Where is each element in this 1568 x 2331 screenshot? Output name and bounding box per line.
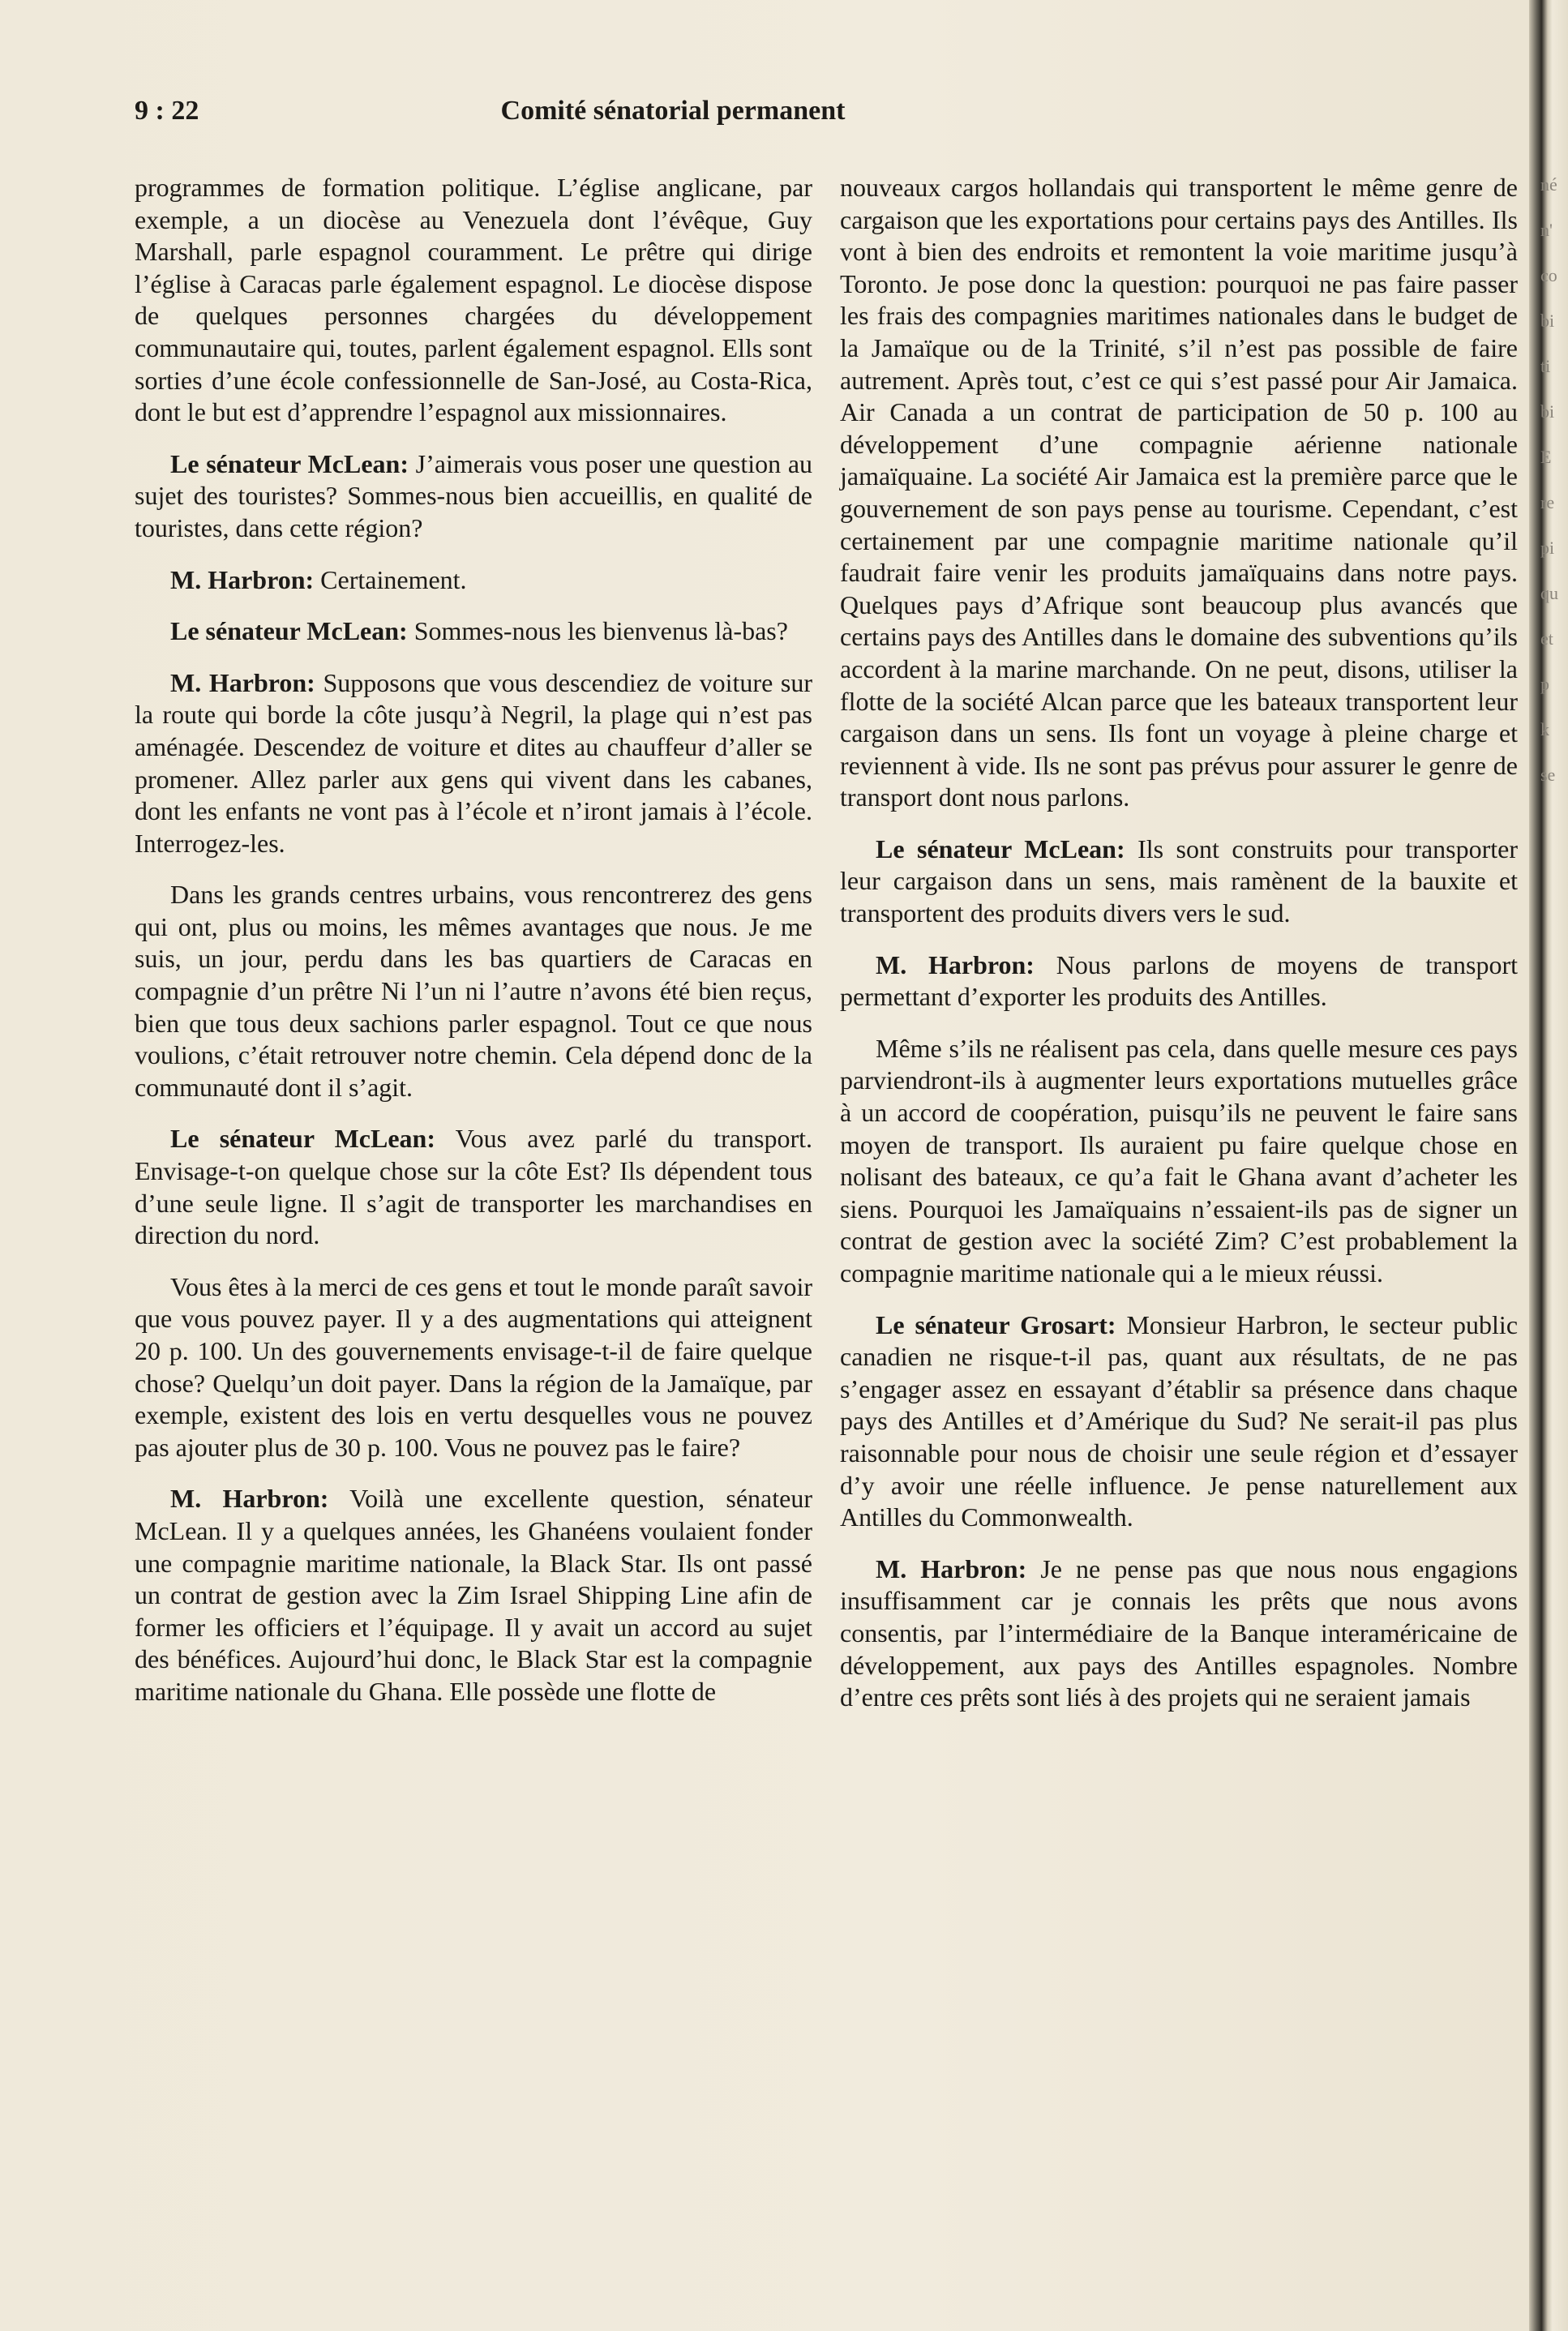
gutter-fragment: bi — [1540, 401, 1555, 422]
paragraph-text: Monsieur Harbron, le secteur public canadien ne risque-t-il pas, quant aux résultats, de ne pas s’engager assez en essayant d’établir sa présence dans chaque pays des Antilles et d’Amérique du Sud? Ne serait-il pas plus raisonnable pour nous de choisir une seule région et d’essayer d’y avoir une réelle influence. Je pense naturellement aux Antilles du Commonwealth. — [840, 1309, 1519, 1532]
paragraph-text: Vous êtes à la merci de ces gens et tout le monde paraît savoir que vous pouvez payer. Il y a des augmentations qui atteignent 20 p. 100. Un des gouvernements envisage-t-il de faire quelque chose? Quelqu’un doit payer. Dans la région de la Jamaïque, par exemple, existent des lois en vertu desquelles vous ne pouvez pas ajouter plus de 30 p. 100. Vous ne pouvez pas le faire? — [135, 1271, 812, 1462]
speech-paragraph — [135, 615, 812, 648]
speaker-name: Le sénateur McLean: — [876, 833, 1125, 863]
page-header — [135, 96, 1033, 136]
speaker-name: M. Harbron: — [170, 1484, 329, 1514]
paragraph — [135, 879, 812, 1103]
speech-paragraph — [840, 949, 1518, 1013]
paragraph-text: Supposons que vous descendiez de voiture sur la route qui borde la côte jusqu’à Negril, la plage qui n’est pas aménagée. Descendez de voiture et dites au chauffeur d’aller se promener. Allez parler aux gens qui vivent dans les cabanes, dont les enfants ne vont pas à l’école et n’iront jamais à l’école. Interrogez-les. — [135, 667, 813, 858]
speaker-name: M. Harbron: — [170, 564, 315, 594]
gutter-fragment: n' — [1540, 220, 1553, 240]
gutter-fragment: né — [1540, 174, 1557, 195]
speech-paragraph — [135, 448, 812, 545]
running-title: Comité sénatorial permanent — [500, 96, 846, 126]
gutter-fragment: re — [1540, 492, 1555, 512]
speaker-name: M. Harbron: — [876, 1553, 1027, 1583]
speaker-name: M. Harbron: — [876, 949, 1035, 979]
gutter-fragment: p — [1540, 674, 1549, 694]
gutter-fragment: pi — [1540, 538, 1555, 558]
paragraph-text: nouveaux cargos hollandais qui transportent le même genre de cargaison que les exportations pour certains pays des Antilles. Ils vont à bien des endroits et remontent la voie maritime jusqu’à Toronto. Je pose donc la question: pourquoi ne pas faire passer les frais des compagnies maritimes nationales dans le budget de la Jamaïque ou de la Trinité, s’il n’est pas possible de faire autrement. Après tout, c’est ce qui s’est passé pour Air Jamaica. Air Canada a un contrat de participation de 50 p. 100 au développement d’une compagnie aérienne nationale jamaïquaine. La société Air Jamaica est la première parce que le gouvernement de son pays pense au tourisme. Cependant, c’est certainement par une compagnie maritime nationale qu’il faudrait faire venir les produits jamaïquains dans notre pays. Quelques pays d’Afrique sont beaucoup plus avancés que certains pays des Antilles dans le domaine des subventions qu’ils accordent à la marine marchande. On ne peut, disons, utiliser la flotte de la société Alcan parce que les bateaux transportent leur cargaison dans un sens. Ils font un voyage à pleine charge et reviennent à vide. Ils ne sont pas prévus pour assurer le genre de transport dont nous parlons. — [840, 173, 1518, 812]
paragraph — [135, 172, 812, 429]
gutter-fragment: k — [1540, 719, 1549, 739]
speech-paragraph — [135, 667, 812, 860]
speaker-name: Le sénateur McLean: — [170, 616, 408, 646]
paragraph-text: Vous avez parlé du transport. Envisage-t-on quelque chose sur la côte Est? Ils dépendent tous d’une seule ligne. Il s’agit de transporter les marchandises en direction du nord. — [135, 1124, 813, 1250]
speaker-name: M. Harbron: — [170, 667, 315, 697]
page-number: 9 : 22 — [135, 96, 199, 126]
right-column — [840, 172, 1518, 1733]
speech-paragraph — [840, 1553, 1518, 1714]
left-column — [135, 172, 812, 1728]
speech-paragraph — [135, 1123, 812, 1251]
speaker-name: Le sénateur Grosart: — [876, 1309, 1116, 1339]
paragraph-text: Je ne pense pas que nous nous engagions insuffisamment car je connais les prêts que nous avons consentis, par l’intermédiaire de la Banque interaméricaine de développement, aux pays des Antilles espagnoles. Nombre d’entre ces prêts sont liés à des projets qui ne seraient jamais — [840, 1553, 1519, 1712]
paragraph-text: Certainement. — [320, 564, 467, 594]
paragraph — [840, 172, 1518, 814]
speech-paragraph — [840, 1309, 1518, 1534]
paragraph-text: Voilà une excellente question, sénateur McLean. Il y a quelques années, les Ghanéens voulaient fonder une compagnie maritime nationale, la Black Star. Ils ont passé un contrat de gestion avec la Zim Israel Shipping Line afin de former les officiers et l’équipage. Il y avait un accord au sujet des bénéfices. Aujourd’hui donc, le Black Star est la compagnie maritime nationale du Ghana. Elle possède une flotte de — [135, 1484, 812, 1706]
paragraph-text: J’aimerais vous poser une question au sujet des touristes? Sommes-nous bien accueillis, en qualité de touristes, dans cette région? — [135, 448, 813, 542]
paragraph-text: Sommes-nous les bienvenus là-bas? — [413, 616, 788, 646]
gutter-fragment: co — [1540, 265, 1557, 285]
paragraph-text: Nous parlons de moyens de transport permettant d’exporter les produits des Antilles. — [840, 949, 1518, 1012]
adjacent-page-fragments — [1540, 162, 1565, 798]
gutter-fragment: se — [1540, 765, 1556, 785]
gutter-fragment: ti — [1540, 356, 1551, 376]
speech-paragraph — [135, 1483, 812, 1708]
gutter-fragment: bi — [1540, 311, 1555, 331]
speaker-name: Le sénateur McLean: — [170, 1124, 436, 1154]
gutter-fragment: qu — [1540, 583, 1558, 603]
paragraph-text: Ils sont construits pour transporter leur cargaison dans un sens, mais ramènent de la bauxite et transportent des produits divers vers le sud. — [840, 833, 1519, 928]
paragraph — [135, 1271, 812, 1464]
paragraph — [840, 1033, 1518, 1290]
speech-paragraph — [840, 833, 1518, 930]
speaker-name: Le sénateur McLean: — [170, 448, 409, 478]
gutter-fragment: et — [1540, 628, 1553, 649]
paragraph-text: Même s’ils ne réalisent pas cela, dans quelle mesure ces pays parviendront-ils à augmenter leurs exportations mutuelles grâce à un accord de coopération, puisqu’ils ne peuvent le faire sans moyen de transport. Ils auraient pu faire quelque chose en nolisant des bateaux, ce qu’a fait le Ghana avant d’acheter les siens. Pourquoi les Jamaïquains n’essaient-ils pas de signer un contrat de gestion avec la société Zim? C’est probablement la compagnie maritime nationale qui a le mieux réussi. — [840, 1033, 1518, 1288]
gutter-fragment: E — [1540, 447, 1552, 467]
speech-paragraph — [135, 564, 812, 597]
paragraph-text: Dans les grands centres urbains, vous rencontrerez des gens qui ont, plus ou moins, les mêmes avantages que nous. Je me suis, un jour, perdu dans les bas quartiers de Caracas en compagnie d’un prêtre Ni l’un ni l’autre n’avons été bien reçus, bien que tous deux sachions parler espagnol. Tout ce que nous voulions, c’était retrouver notre chemin. Cela dépend donc de la communauté dont il s’agit. — [135, 880, 812, 1102]
paragraph-text: programmes de formation politique. L’église anglicane, par exemple, a un diocèse au Venezuela dont l’évêque, Guy Marshall, parle espagnol couramment. Le prêtre qui dirige l’église à Caracas parle également espagnol. Le diocèse dispose de quelques personnes chargées du développement communautaire qui, toutes, parlent également espagnol. Ells sont sorties d’une école confessionnelle de San-José, au Costa-Rica, dont le but est d’apprendre l’espagnol aux missionnaires. — [135, 173, 812, 427]
